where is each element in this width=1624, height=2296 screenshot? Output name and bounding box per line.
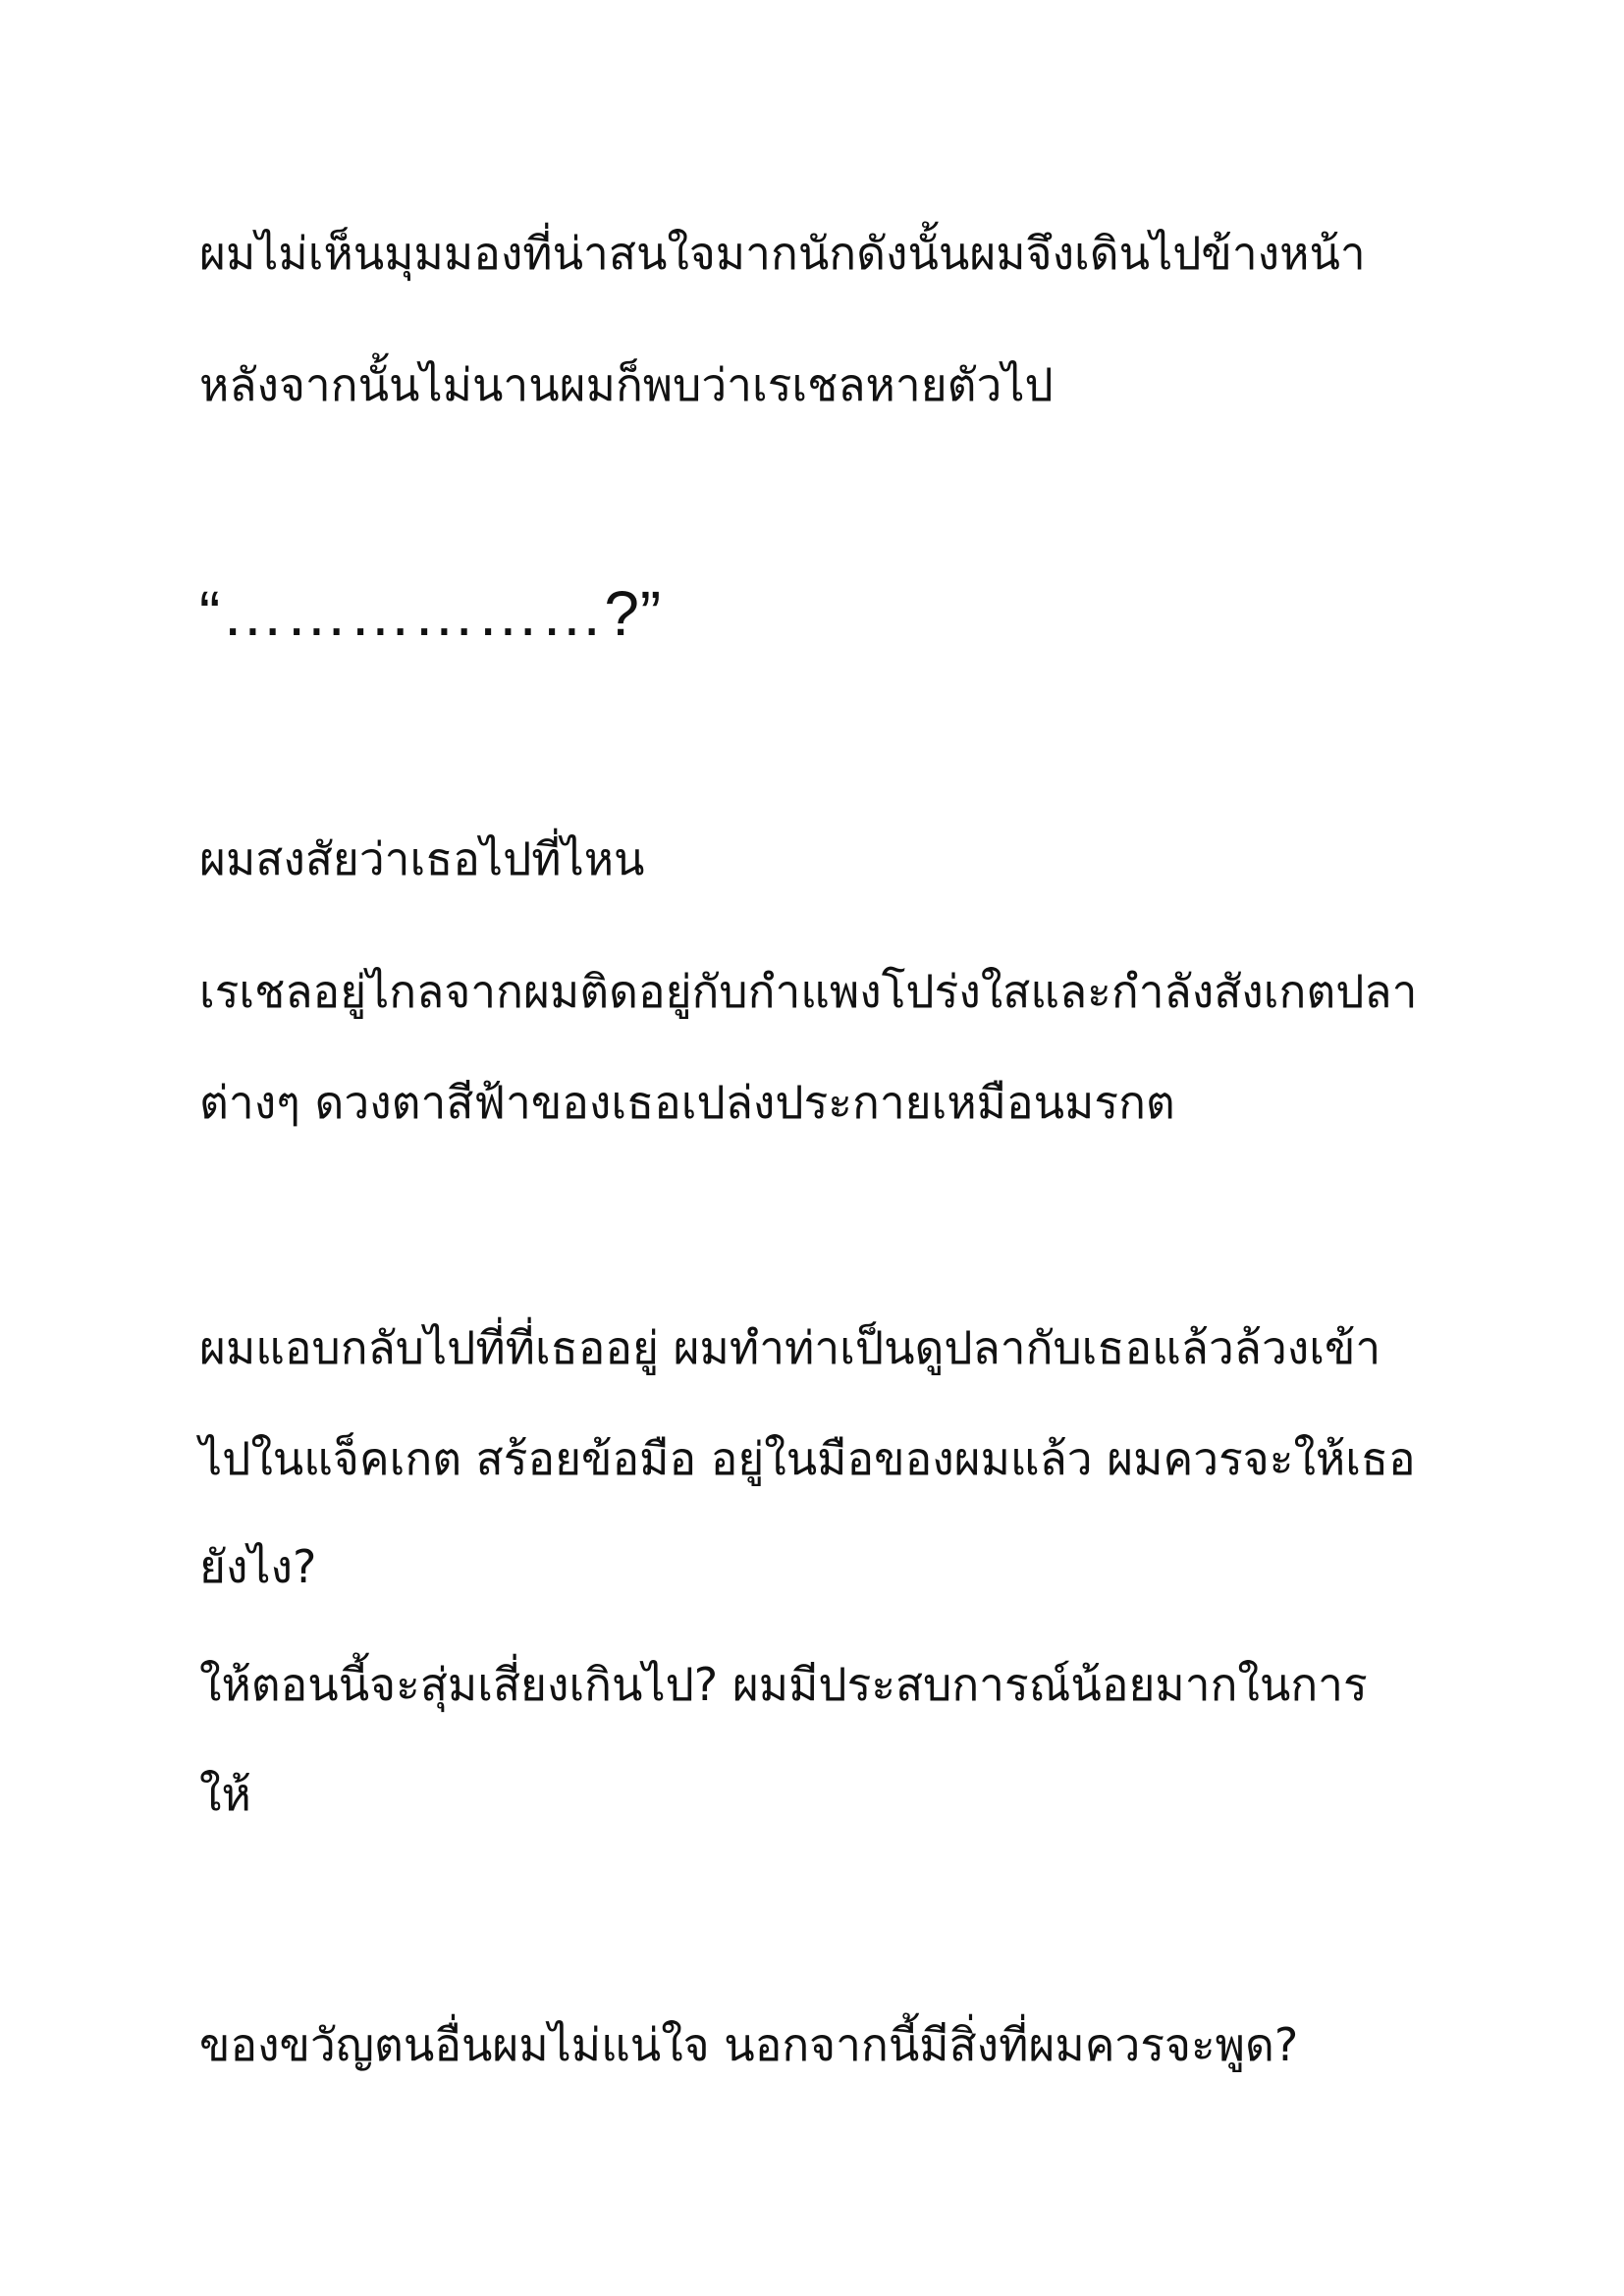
- text-line: ต่างๆ ดวงตาสีฟ้าของเธอเปล่งประกายเหมือนมรกต: [199, 1076, 1175, 1129]
- text-line: ไปในแจ็คเกต สร้อยข้อมือ อยู่ในมือของผมแล้ว ผมควรจะให้เธอ: [199, 1432, 1416, 1485]
- text-line: หลังจากนั้นไม่นานผมก็พบว่าเรเชลหายตัวไป: [199, 358, 1054, 411]
- text-line: ผมไม่เห็นมุมมองที่น่าสนใจมากนักดังนั้นผมจึงเดินไปข้างหน้า: [199, 227, 1366, 280]
- text-line: เรเชลอยู่ไกลจากผมติดอยู่กับกำแพงโปร่งใสและกำลังสังเกตปลา: [199, 965, 1418, 1018]
- text-line: ให้: [199, 1768, 251, 1821]
- text-line: ให้ตอนนี้จะสุ่มเสี่ยงเกินไป? ผมมีประสบการณ์น้อยมากในการ: [199, 1658, 1368, 1711]
- text-line: ผมแอบกลับไปที่ที่เธออยู่ ผมทำท่าเป็นดูปลากับเธอแล้วล้วงเข้า: [199, 1321, 1381, 1374]
- text-line: ของขวัญตนอื่นผมไม่แน่ใจ นอกจากนี้มีสิ่งที่ผมควรจะพูด?: [199, 2018, 1299, 2071]
- text-line: ผมสงสัยว่าเธอไปที่ไหน: [199, 832, 645, 885]
- dialogue-line: “………………?”: [199, 578, 663, 649]
- text-line: ยังไง?: [199, 1540, 317, 1593]
